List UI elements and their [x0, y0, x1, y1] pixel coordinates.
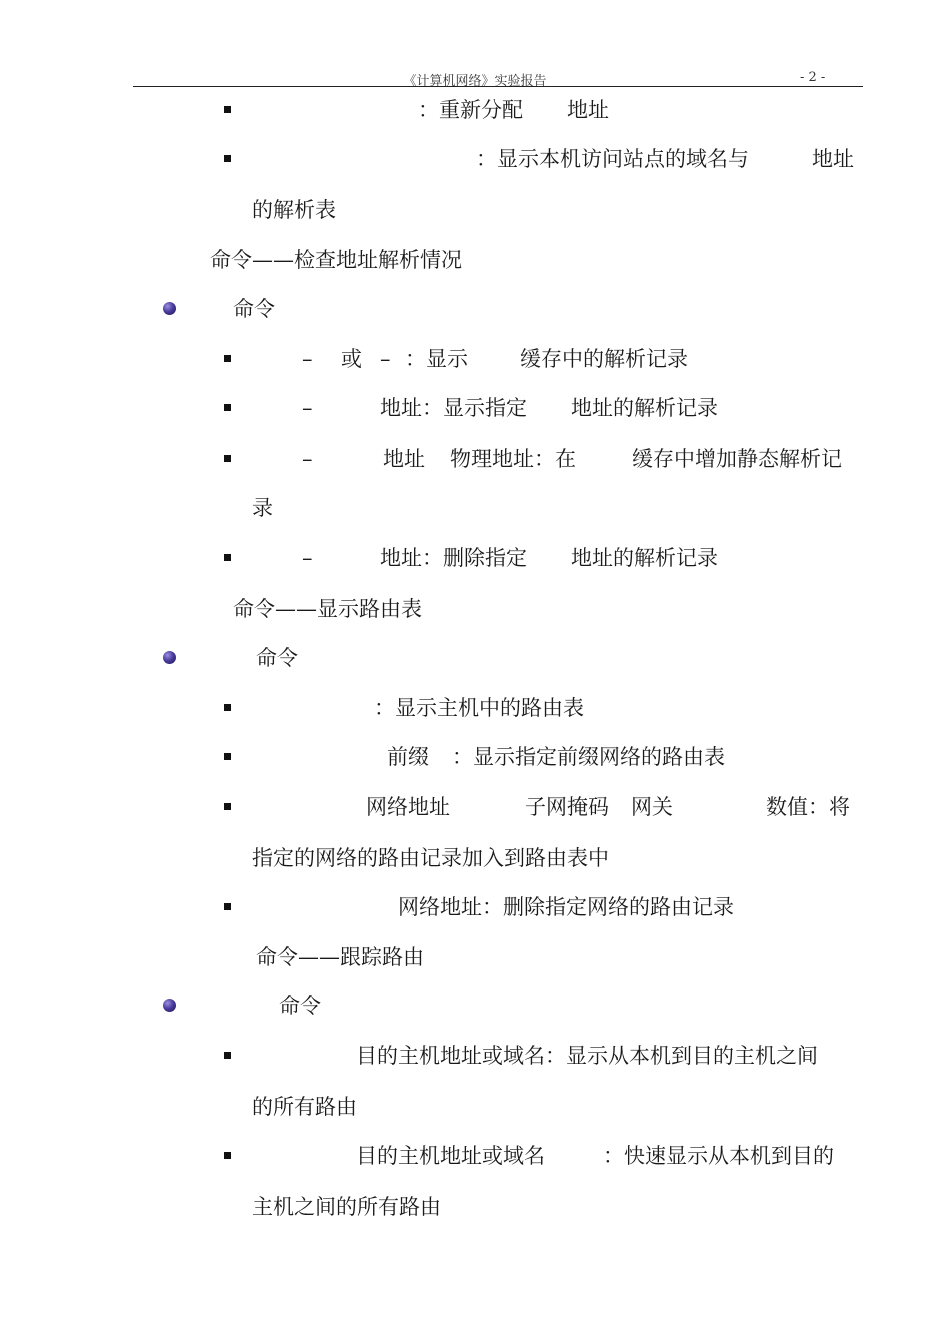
header-rule: [133, 86, 863, 87]
text-fragment: –: [302, 396, 313, 420]
text-fragment: 目的主机地址或域名: [356, 1144, 545, 1168]
text-fragment: ：快速显示从本机到目的: [603, 1144, 834, 1168]
text-line: 命令: [279, 994, 321, 1018]
text-fragment: ：显示指定前缀网络的路由表: [452, 745, 725, 769]
text-fragment: 地址: [567, 98, 609, 122]
text-line: 主机之间的所有路由: [252, 1195, 441, 1219]
text-fragment: –: [380, 347, 391, 371]
text-fragment: 或: [341, 347, 362, 371]
text-fragment: ：显示主机中的路由表: [374, 696, 584, 720]
text-fragment: 网关: [631, 795, 673, 819]
square-bullet-icon: [224, 903, 231, 910]
circle-bullet-icon: [163, 302, 176, 315]
text-fragment: ：显示: [405, 347, 468, 371]
text-fragment: 缓存中的解析记录: [520, 347, 688, 371]
text-fragment: 物理地址：在: [450, 447, 576, 471]
square-bullet-icon: [224, 704, 231, 711]
square-bullet-icon: [224, 753, 231, 760]
text-fragment: 数值：将: [766, 795, 850, 819]
text-fragment: –: [302, 546, 313, 570]
text-fragment: 网络地址：删除指定网络的路由记录: [398, 895, 734, 919]
square-bullet-icon: [224, 355, 231, 362]
text-line: 录: [252, 496, 273, 520]
text-fragment: 地址：删除指定: [380, 546, 527, 570]
text-fragment: ：显示本机访问站点的域名与: [476, 147, 749, 171]
page-header-title: 《计算机网络》实验报告: [403, 74, 547, 89]
square-bullet-icon: [224, 1152, 231, 1159]
text-line: 的解析表: [252, 198, 336, 222]
text-fragment: 地址: [812, 147, 854, 171]
circle-bullet-icon: [163, 999, 176, 1012]
text-fragment: 地址的解析记录: [571, 546, 718, 570]
square-bullet-icon: [224, 554, 231, 561]
text-fragment: –: [302, 347, 313, 371]
text-fragment: 缓存中增加静态解析记: [632, 447, 842, 471]
text-fragment: 地址：显示指定: [380, 396, 527, 420]
square-bullet-icon: [224, 803, 231, 810]
square-bullet-icon: [224, 1052, 231, 1059]
text-line: 指定的网络的路由记录加入到路由表中: [252, 846, 609, 870]
text-fragment: ：重新分配: [418, 98, 523, 122]
section-heading: 命令——显示路由表: [233, 597, 422, 621]
text-fragment: 子网掩码: [525, 795, 609, 819]
circle-bullet-icon: [163, 651, 176, 664]
text-line: 命令: [256, 646, 298, 670]
text-fragment: 地址的解析记录: [571, 396, 718, 420]
page-number: - 2 -: [800, 70, 826, 85]
text-fragment: 前缀: [387, 745, 429, 769]
text-fragment: –: [302, 447, 313, 471]
text-fragment: 网络地址: [366, 795, 450, 819]
square-bullet-icon: [224, 155, 231, 162]
square-bullet-icon: [224, 106, 231, 113]
section-heading: 命令——检查地址解析情况: [210, 248, 462, 272]
section-heading: 命令——跟踪路由: [256, 945, 424, 969]
square-bullet-icon: [224, 455, 231, 462]
text-line: 命令: [233, 297, 275, 321]
text-fragment: 目的主机地址或域名：显示从本机到目的主机之间: [356, 1044, 818, 1068]
text-line: 的所有路由: [252, 1095, 357, 1119]
text-fragment: 地址: [383, 447, 425, 471]
square-bullet-icon: [224, 404, 231, 411]
